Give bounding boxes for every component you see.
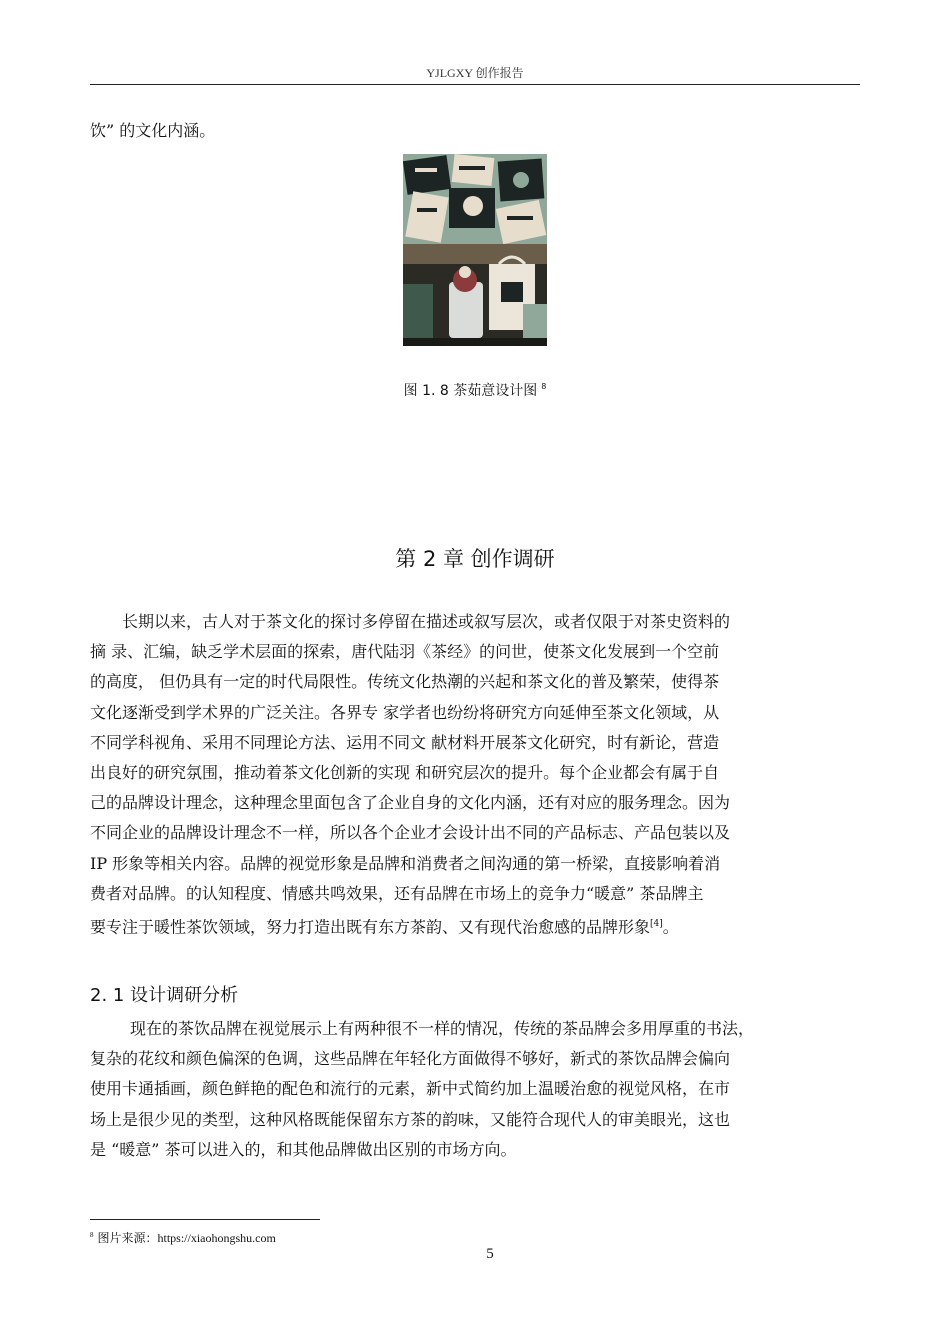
- footnote-text: 图片来源：https://xiaohongshu.com: [97, 1231, 276, 1245]
- footnote-rule: [90, 1219, 320, 1220]
- paragraph-line: 现在的茶饮品牌在视觉展示上有两种很不一样的情况，传统的茶品牌会多用厚重的书法，: [130, 1019, 755, 1038]
- paragraph-text: 要专注于暖性茶饮领域，努力打造出既有东方茶韵、又有现代治愈感的品牌形象: [90, 917, 651, 937]
- paragraph-line: 费者对品牌。的认知程度、情感共鸣效果，还有品牌在市场上的竞争力“暖意” 茶品牌主: [90, 883, 704, 903]
- section-heading: 2. 1 设计调研分析: [90, 985, 239, 1006]
- paragraph-text: 。: [662, 917, 679, 937]
- paragraph-line: 长期以来，古人对于茶文化的探讨多停留在描述或叙写层次，或者仅限于对茶史资料的: [122, 612, 731, 631]
- footnote: [90, 1229, 276, 1246]
- paragraph-line: 己的品牌设计理念，这种理念里面包含了企业自身的文化内涵，还有对应的服务理念。因为: [90, 793, 731, 813]
- paragraph-line: 的高度， 但仍具有一定的时代局限性。传统文化热潮的兴起和茶文化的普及繁荣，使得茶: [90, 672, 720, 692]
- page-number: 5: [486, 1246, 494, 1262]
- chapter-title: 第 2 章 创作调研: [395, 547, 555, 571]
- caption-text: 图 1. 8 茶茹意设计图: [403, 383, 538, 399]
- header-rule: [90, 84, 860, 85]
- paragraph-line: IP 形象等相关内容。品牌的视觉形象是品牌和消费者之间沟通的第一桥梁，直接影响着消: [90, 853, 721, 873]
- citation-ref[interactable]: [4]: [650, 919, 663, 930]
- footnote-number: 8: [90, 1231, 94, 1239]
- paragraph-line: 复杂的花纹和颜色偏深的色调，这些品牌在年轻化方面做得不够好，新式的茶饮品牌会偏向: [90, 1049, 731, 1069]
- paragraph-line: 文化逐渐受到学术界的广泛关注。各界专 家学者也纷纷将研究方向延伸至茶文化领域，从: [90, 702, 720, 722]
- paragraph-line: 不同学科视角、采用不同理论方法、运用不同文 献材料开展茶文化研究，时有新论，营造: [90, 732, 720, 752]
- paragraph-1: [90, 607, 860, 943]
- page-header: YJLGXY 创作报告: [426, 66, 524, 80]
- figure-caption: [0, 380, 950, 400]
- footnote-ref[interactable]: 8: [541, 382, 547, 392]
- paragraph-line: 不同企业的品牌设计理念不一样，所以各个企业才会设计出不同的产品标志、产品包装以及: [90, 823, 731, 843]
- paragraph-line: 出良好的研究氛围，推动着茶文化创新的实现 和研究层次的提升。每个企业都会有属于自: [90, 763, 720, 783]
- lead-line: 饮” 的文化内涵。: [90, 121, 216, 140]
- paragraph-line: 是 “暖意” 茶可以进入的，和其他品牌做出区别的市场方向。: [90, 1139, 517, 1159]
- paragraph-line: 使用卡通插画，颜色鲜艳的配色和流行的元素，新中式简约加上温暖治愈的视觉风格，在市: [90, 1079, 731, 1099]
- tea-brand-collage-image: [403, 154, 547, 346]
- paragraph-2: [90, 1014, 860, 1165]
- figure-image: [403, 154, 547, 346]
- paragraph-line: 摘 录、汇编，缺乏学术层面的探索，唐代陆羽《茶经》的问世，使茶文化发展到一个空前: [90, 642, 720, 662]
- paragraph-line-last: [90, 909, 860, 943]
- paragraph-line: 场上是很少见的类型，这种风格既能保留东方茶的韵味，又能符合现代人的审美眼光，这也: [90, 1109, 731, 1129]
